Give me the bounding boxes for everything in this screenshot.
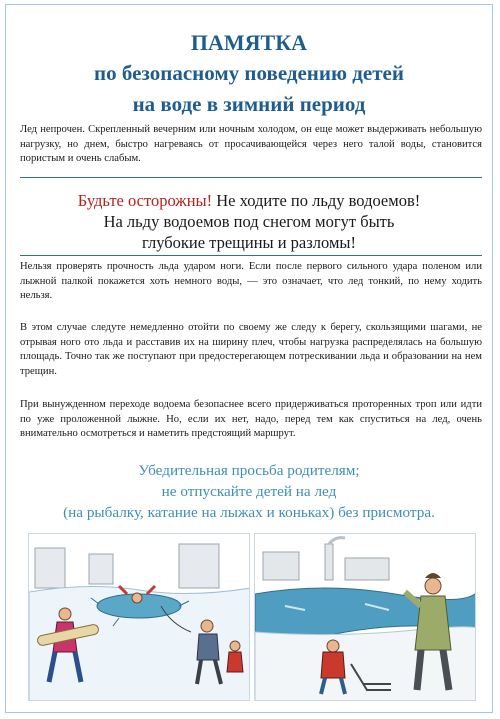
divider-top: [20, 177, 482, 178]
intro-paragraph: Лед непрочен. Скрепленный вечерним или ночным холодом, он еще может выдерживать небольшую нагрузку, но днем, быстро нагреваясь от просачивающейся через него талой воды, становится пористым и очень слабым.: [20, 124, 482, 164]
plea-line-1: Убедительная просьба родителям;: [138, 462, 360, 479]
paragraph-2: В этом случае следуте немедленно отойти по своему же следу к берегу, скользящими шагами, не отрывая ного ото льда и расставив их на ширину плеч, чтобы нагрузка распределялась на большую площадь. Точно так же поступают при предостерегающем потрескивании льда и образовании на нем трещин.: [20, 322, 482, 377]
title-line-1: ПАМЯТКА: [190, 30, 308, 55]
warning-line-1-rest: Не ходите по льду водоемов!: [212, 191, 421, 210]
page-title: [6, 27, 492, 120]
divider-bottom: [20, 255, 482, 256]
plea-line-2: не отпускайте детей на лед: [161, 483, 337, 500]
warning-red-text: Будьте осторожны!: [77, 191, 213, 210]
illustration-ice-rescue: [28, 533, 250, 701]
warning-line-2: На льду водоемов под снегом могут быть: [103, 212, 395, 231]
warning-block: [6, 190, 492, 253]
title-line-2: по безопасному поведению детей: [94, 61, 404, 85]
illustration-adult-warning: [254, 533, 476, 701]
paragraph-3: При вынужденном переходе водоема безопаснее всего придерживаться проторенных троп или идти по уже проложенной лыжне. Но, если их нет, надо, перед тем как спуститься на лед, очень внимательно осмотреться и наметить предстоящий маршрут.: [20, 399, 482, 439]
memo-page: [5, 4, 493, 713]
title-line-3: на воде в зимний период: [132, 92, 366, 116]
parents-plea: [6, 460, 492, 523]
ice-rescue-drawing: [29, 534, 250, 701]
adult-warning-drawing: [255, 534, 476, 701]
paragraph-1: Нельзя проверять прочность льда ударом ноги. Если после первого сильного удара поленом или лыжной палкой покажется хоть немного воды, — это означает, что лед тонкий, по нему ходить нельзя.: [20, 261, 482, 301]
warning-line-3: глубокие трещины и разломы!: [142, 233, 356, 252]
plea-line-3: (на рыбалку, катание на лыжах и коньках) без присмотра.: [63, 504, 435, 521]
